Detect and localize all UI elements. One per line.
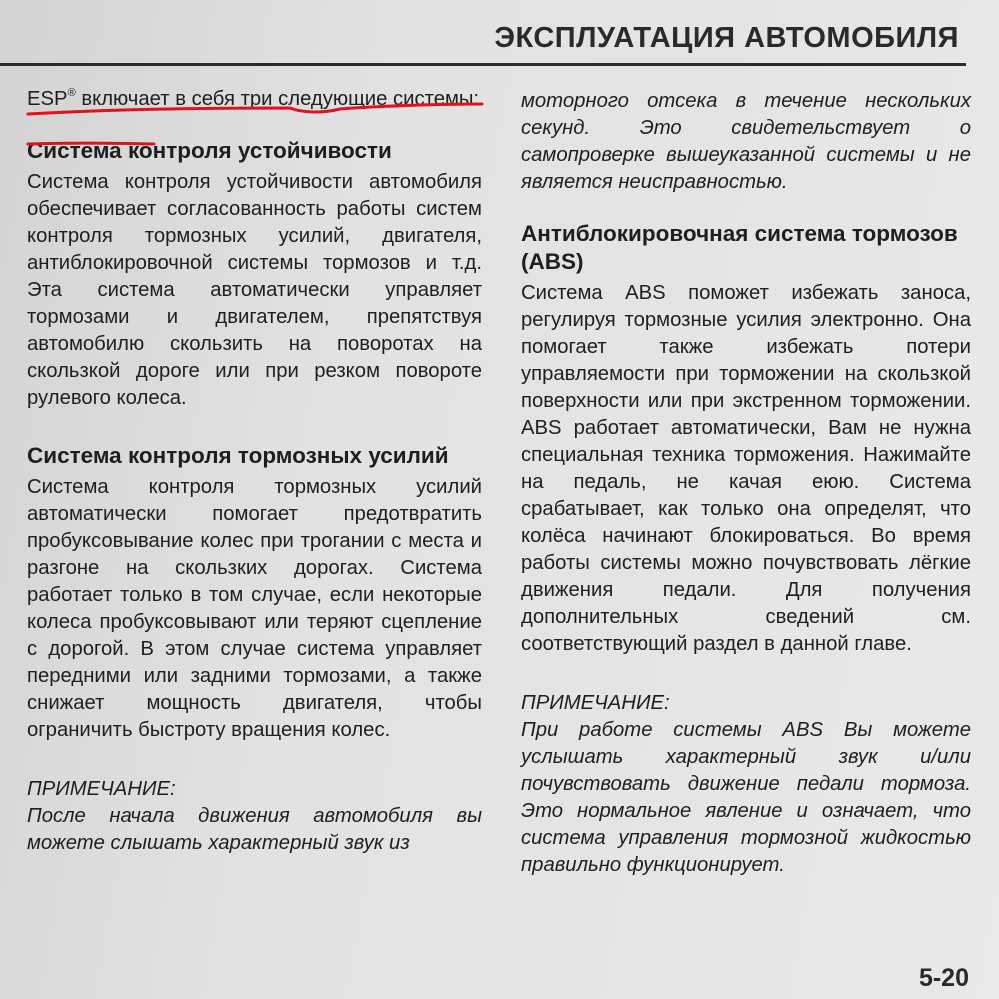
intro-rest: включает в себя три следующие системы: bbox=[75, 88, 480, 110]
note-continuation: моторного отсека в течение нескольких секунд. Это свидетельствует о самопроверке вышеуказанной системы и не является неисправностью. bbox=[521, 90, 971, 193]
paragraph-stability-control: Система контроля устойчивости автомобиля обеспечивает согласованность работы систем контроля тормозных усилий, двигателя, антиблокировочной системы тормозов и т.д. Эта система автоматически управляет тормозами и двигателем, препятствуя автомобилю скользить на поворотах на скользкой дороге или при резком повороте рулевого колеса. bbox=[27, 171, 482, 409]
intro-paragraph bbox=[27, 80, 482, 113]
registered-mark: ® bbox=[67, 87, 76, 99]
heading-stability-control: Система контроля устойчивости bbox=[27, 138, 392, 163]
note-label-left: ПРИМЕЧАНИЕ: bbox=[27, 778, 176, 800]
heading-traction-control: Система контроля тормозных усилий bbox=[27, 443, 449, 468]
note-label-right: ПРИМЕЧАНИЕ: bbox=[521, 692, 670, 714]
note-text-right: При работе системы ABS Вы можете услышать характерный звук и/или почувствовать движение педали тормоза. Это нормальное явление и означает, что система управления тормозной жидкостью правильно функционирует. bbox=[521, 719, 971, 876]
page-number: 5-20 bbox=[918, 964, 969, 992]
header-rule bbox=[0, 63, 966, 66]
intro-block bbox=[27, 80, 482, 113]
left-column bbox=[27, 80, 482, 857]
paragraph-abs: Система ABS поможет избежать заноса, регулируя тормозные усилия электронно. Она помогает также избежать потери управляемости при торможении на скользкой поверхности или при экстренном торможении. ABS работает автоматически, Вам не нужна специальная техника торможения. Нажимайте на педаль, не качая еюю. Система срабатывает, как только она определят, что колёса начинают блокироваться. Во время работы системы можно почувствовать лёгкие движения педали. Для получения дополнительных сведений см. соответствующий раздел в данной главе. bbox=[521, 282, 971, 655]
section-header-title: ЭКСПЛУАТАЦИЯ АВТОМОБИЛЯ bbox=[494, 22, 959, 54]
right-column bbox=[521, 88, 971, 879]
note-text-left: После начала движения автомобиля вы можете слышать характерный звук из bbox=[27, 805, 482, 854]
heading-abs: Антиблокировочная система тормозов (ABS) bbox=[521, 221, 958, 274]
intro-brand: ESP bbox=[27, 88, 68, 110]
paragraph-traction-control: Система контроля тормозных усилий автоматически помогает предотвратить пробуксовывание колес при трогании с места и разгоне на скользких дорогах. Система работает только в том случае, если некоторые колеса пробуксовывают или теряют сцепление с дорогой. В этом случае система управляет передними или задними тормозами, а также снижает мощность двигателя, чтобы ограничить быстроту вращения колес. bbox=[27, 476, 482, 741]
